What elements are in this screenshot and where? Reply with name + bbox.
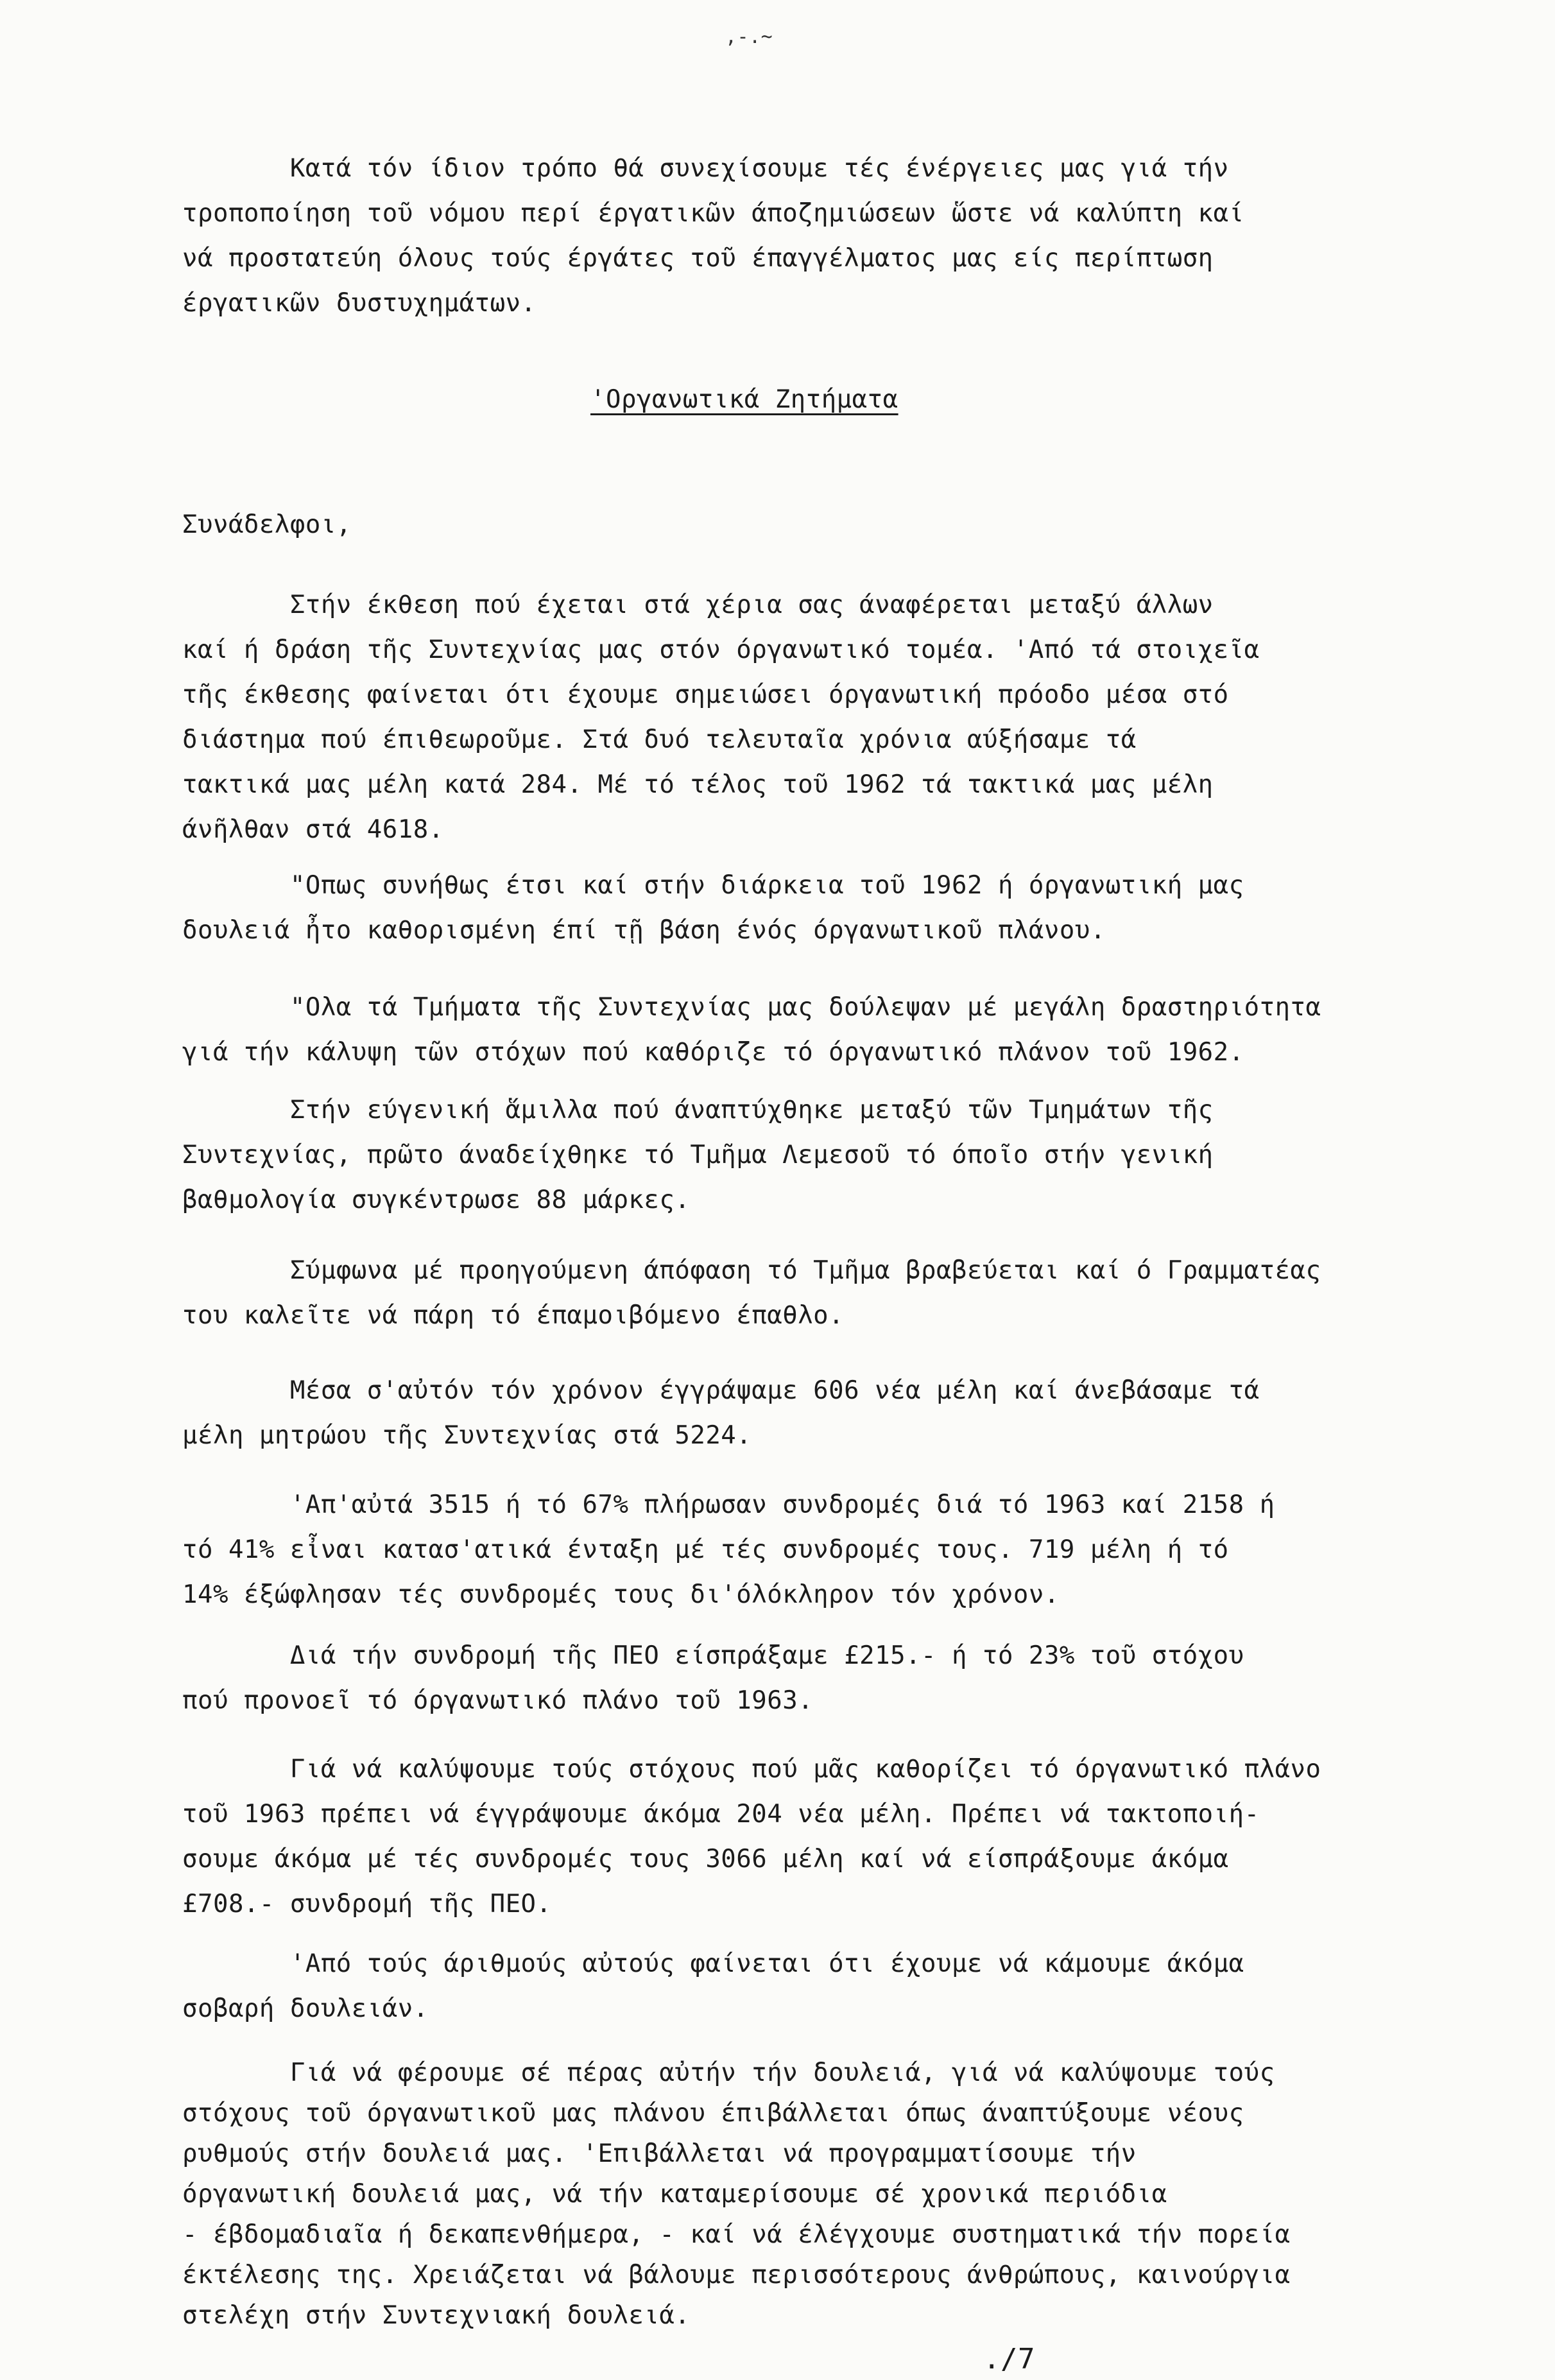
text-line: σοβαρή δουλειάν. xyxy=(182,1994,429,2023)
text-line: στόχους τοῦ όργανωτικοῦ μας πλάνου έπιβάλλεται όπως άναπτύξουμε νέους xyxy=(182,2099,1244,2128)
plan-paragraph xyxy=(182,863,1337,953)
text-line: βαθμολογία συγκέντρωσε 88 μάρκες. xyxy=(182,1186,691,1214)
text-line: του καλεῖτε νά πάρη τό έπαμοιβόμενο έπαθλο. xyxy=(182,1301,845,1330)
report-paragraph xyxy=(182,583,1337,852)
text-line: ρυθμούς στήν δουλειά μας. 'Επιβάλλεται νά προγραμματίσουμε τήν xyxy=(182,2139,1137,2168)
text-line: τῆς έκθεσης φαίνεται ότι έχουμε σημειώσει όργανωτική πρόοδο μέσα στό xyxy=(182,680,1229,709)
targets-paragraph xyxy=(182,1747,1337,1927)
peo-paragraph xyxy=(182,1634,1337,1723)
text-line: όργανωτική δουλειά μας, νά τήν καταμερίσουμε σέ χρονικά περιόδια xyxy=(182,2180,1167,2209)
text-line: σουμε άκόμα μέ τές συνδρομές τους 3066 μέλη καί νά είσπράξουμε άκόμα xyxy=(182,1845,1229,1874)
branches-paragraph xyxy=(182,985,1337,1075)
text-line: δουλειά ἦτο καθορισμένη έπί τῇ βάση ένός όργανωτικοῦ πλάνου. xyxy=(182,916,1106,945)
text-line: έργατικῶν δυστυχημάτων. xyxy=(182,289,537,318)
text-line: Κατά τόν ίδιον τρόπο θά συνεχίσουμε τές ένέργειες μας γιά τήν xyxy=(182,154,1229,183)
methods-paragraph xyxy=(182,2053,1337,2336)
text-line: τό 41% εἶναι κατασ'ατικά ένταξη μέ τές συνδρομές τους. 719 μέλη ή τό xyxy=(182,1535,1229,1564)
text-line: 'Από τούς άριθμούς αὐτούς φαίνεται ότι έχουμε νά κάμουμε άκόμα xyxy=(182,1949,1244,1978)
text-line: Συντεχνίας, πρῶτο άναδείχθηκε τό Τμῆμα Λεμεσοῦ τό όποῖο στήν γενική xyxy=(182,1141,1214,1169)
text-line: Γιά νά φέρουμε σέ πέρας αὐτήν τήν δουλειά, γιά νά καλύψουμε τούς xyxy=(182,2058,1275,2087)
text-line: "Ολα τά Τμήματα τῆς Συντεχνίας μας δούλεψαν μέ μεγάλη δραστηριότητα xyxy=(182,993,1321,1022)
text-line: Μέσα σ'αὐτόν τόν χρόνον έγγράψαμε 606 νέα μέλη καί άνεβάσαμε τά xyxy=(182,1376,1260,1405)
competition-paragraph xyxy=(182,1088,1337,1223)
award-paragraph xyxy=(182,1248,1337,1338)
text-line: καί ή δράση τῆς Συντεχνίας μας στόν όργανωτικό τομέα. 'Από τά στοιχεῖα xyxy=(182,635,1260,664)
text-line: Διά τήν συνδρομή τῆς ΠΕΟ είσπράξαμε £215.- ή τό 23% τοῦ στόχου xyxy=(182,1641,1244,1670)
intro-paragraph xyxy=(182,146,1337,326)
text-line: - έβδομαδιαῖα ή δεκαπενθήμερα, - καί νά έλέγχουμε συστηματικά τήν πορεία xyxy=(182,2220,1291,2249)
text-line: "Οπως συνήθως έτσι καί στήν διάρκεια τοῦ 1962 ή όργανωτική μας xyxy=(182,871,1244,900)
text-line: Στήν έκθεση πού έχεται στά χέρια σας άναφέρεται μεταξύ άλλων xyxy=(182,591,1214,619)
enrolment-paragraph xyxy=(182,1368,1337,1458)
salutation: Συνάδελφοι, xyxy=(182,510,352,539)
text-line: 'Απ'αὐτά 3515 ή τό 67% πλήρωσαν συνδρομές διά τό 1963 καί 2158 ή xyxy=(182,1490,1275,1519)
text-line: διάστημα πού έπιθεωροῦμε. Στά δυό τελευταῖα χρόνια αύξήσαμε τά xyxy=(182,725,1137,754)
section-heading: 'Οργανωτικά Ζητήματα xyxy=(590,385,898,414)
text-line: τροποποίηση τοῦ νόμου περί έργατικῶν άποζημιώσεων ὥστε νά καλύπτη καί xyxy=(182,199,1244,228)
text-line: τοῦ 1963 πρέπει νά έγγράψουμε άκόμα 204 νέα μέλη. Πρέπει νά τακτοποιή- xyxy=(182,1800,1260,1829)
text-line: στελέχη στήν Συντεχνιακή δουλειά. xyxy=(182,2301,691,2330)
top-handwritten-mark: ,-.~ xyxy=(725,26,773,48)
page-number: ./7 xyxy=(983,2343,1035,2376)
text-line: έκτέλεσης της. Χρειάζεται νά βάλουμε περισσότερους άνθρώπους, καινούργια xyxy=(182,2261,1291,2289)
text-line: μέλη μητρώου τῆς Συντεχνίας στά 5224. xyxy=(182,1421,752,1450)
text-line: 14% έξώφλησαν τές συνδρομές τους δι'όλόκληρον τόν χρόνον. xyxy=(182,1580,1060,1609)
text-line: Σύμφωνα μέ προηγούμενη άπόφαση τό Τμῆμα βραβεύεται καί ό Γραμματέας xyxy=(182,1256,1321,1285)
dues-paragraph xyxy=(182,1483,1337,1617)
text-line: πού προνοεῖ τό όργανωτικό πλάνο τοῦ 1963. xyxy=(182,1686,814,1715)
text-line: νά προστατεύη όλους τούς έργάτες τοῦ έπαγγέλματος μας είς περίπτωση xyxy=(182,244,1214,273)
text-line: Γιά νά καλύψουμε τούς στόχους πού μᾶς καθορίζει τό όργανωτικό πλάνο xyxy=(182,1755,1321,1784)
text-line: £708.- συνδρομή τῆς ΠΕΟ. xyxy=(182,1890,552,1919)
work-paragraph xyxy=(182,1942,1337,2031)
text-line: Στήν εύγενική ἅμιλλα πού άναπτύχθηκε μεταξύ τῶν Τμημάτων τῆς xyxy=(182,1096,1214,1125)
text-line: γιά τήν κάλυψη τῶν στόχων πού καθόριζε τό όργανωτικό πλάνον τοῦ 1962. xyxy=(182,1038,1244,1067)
text-line: άνῆλθαν στά 4618. xyxy=(182,815,444,844)
text-line: τακτικά μας μέλη κατά 284. Μέ τό τέλος τοῦ 1962 τά τακτικά μας μέλη xyxy=(182,770,1214,799)
